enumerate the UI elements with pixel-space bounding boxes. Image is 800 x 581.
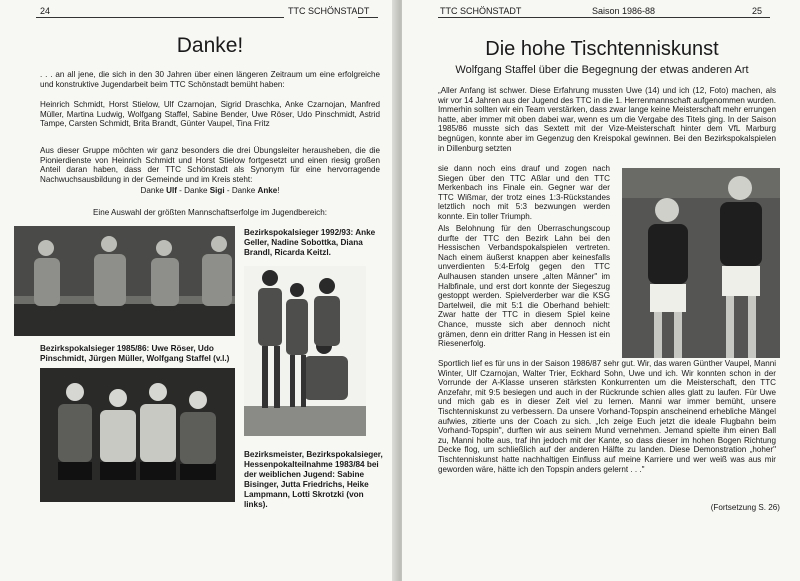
right-page-number: 25 <box>752 6 763 16</box>
caption-1983: Bezirksmeister, Bezirkspokalsieger, Hessenpokalteilnahme 1983/84 bei der weiblichen Jugend: Sabine Bisinger, Jutta Friedrichs, Heike Lampmann, Lotti Skrotzki (von links). <box>244 450 383 509</box>
paragraph-1-continued: sie dann noch eins drauf und zogen nach Siegen über den TTC Aßlar und den TTC Merkenbach ins Finale ein. Gegner war der TTC Wißmar, der trotz eines 1:3-Rückstandes letztlich noch mit 5:3 bezwungen werden konnte. Ein toller Triumph. <box>438 164 610 221</box>
caption-1992: Bezirkspokalsieger 1992/93: Anke Geller, Nadine Sobottka, Diana Brandl, Ricarda Keitzl. <box>244 228 376 257</box>
left-page-number: 24 <box>40 6 51 16</box>
names-list: Heinrich Schmidt, Horst Stielow, Ulf Czarnojan, Sigrid Draschka, Anke Czarnojan, Manfred Müller, Martina Ludwig, Wolfgang Staffel, Sabine Bender, Uwe Röser, Udo Pinschmidt, Astrid Tampe, Carsten Schmidt, Brita Brandt, Günter Vaupel, Tina Fritz <box>40 100 380 129</box>
left-header-club: TTC SCHÖNSTADT <box>288 6 370 16</box>
photo-team-1992 <box>14 226 235 336</box>
intro-text: . . . an all jene, die sich in den 30 Jahren über einen längeren Zeitraum um eine erfolgreiche und konstruktive Jugendarbeit beim TTC Schönstadt bemüht haben: <box>40 70 380 89</box>
thanks-line <box>40 186 380 196</box>
left-title: Danke! <box>176 34 244 57</box>
left-page <box>0 0 398 581</box>
paragraph-2: Als Belohnung für den Überraschungscoup durfte der TTC den Bezirk Lahn bei den Hessischen Verbandspokalspielen vertreten. Nach einem äußerst knappen aber keinesfalls unverdienten 5:4-Erfolg gegen den TTC Aulhausen standen unsere „alten Männer" im Halbfinale, und erst dort konnte der Siegeszug gestoppt werden. Spielverderber war die KSG Dartelweil, die mit 5:1 die Oberhand behielt: Zwar hatte der TTC in diesem Spiel keine Chance, musste sich aber dennoch nicht grämen, denn ein dritter Rang in Hessen ist ein Riesenerfolg. <box>438 224 610 349</box>
photo-team-1983 <box>244 266 366 436</box>
paragraph-3: Sportlich lief es für uns in der Saison 1986/87 sehr gut. Wir, das waren Günther Vaupel, Manni Winter, Ulf Czarnojan, Walter Trier, Eckhard Sohn, Uwe und ich. Wir konnten schon in der Vorrunde der A-Klasse unseren stärksten Konkurrenten um die Meisterschaft, den TTC Anzefahr, mit 9:5 besiegen und auch in der Rückrunde schien alles glatt zu laufen. Für Uwe und mich gab es in dieser Zeit viel zu lernen. Manni war immer bemüht, unsere Tischtenniskunst zu verbessern. Da unsere Vorhand-Topspin anscheinend erhebliche Mängel aufwies, zitierte uns der Coach zu sich. „Ich zeige Euch jetzt die ideale Flugbahn beim Vorhand-Topspin", durften wir aus seinem Mund vernehmen. Jemand spielte ihm einen Ball zu, Manni holte aus, traf ihn jedoch mit der Kante, so dass dieser im hohen Bogen Richtung Decke flog, um schließlich auf der anderen Hälfte zu landen. Diese Demonstration „hoher" Tischtenniskunst hatte nachhaltigen Einfluss auf meine Karriere und wer weiß was aus mir geworden wäre, hätte ich den Topspin anders gelernt . . ." <box>438 359 776 474</box>
header-rule <box>438 17 770 18</box>
photo-team-1985 <box>40 368 235 502</box>
thanks-mid: - Danke <box>176 186 210 195</box>
thanks-prefix: Danke <box>140 186 167 195</box>
group-text: Aus dieser Gruppe möchten wir ganz besonders die drei Übungsleiter herausheben, die die Pionierdienste von Heinrich Schmidt und Horst Stielow fortgesetzt und einen riesig großen Anteil daran haben, dass der TTC Schönstadt als Synonym für eine hervorragende Nachwuchsausbildung in der Gemeinde und im Kreis steht: <box>40 146 380 184</box>
header-rule <box>36 17 284 18</box>
right-page <box>402 0 800 581</box>
paragraph-1: „Aller Anfang ist schwer. Diese Erfahrung mussten Uwe (14) und ich (12, Foto) machen, als wir vor 14 Jahren aus der Jugend des TTC in die 1. Herrenmannschaft aufgenommen wurden. Immerhin sollten wir ein Team verstärken, dass zwar lange keine Meisterschaft mehr errungen hatte, aber immer mit oben dabei war, wenn es um die Vergabe des Titels ging. In der Saison 1985/86 musste sich das Sextett mit der Vize-Meisterschaft hinter dem VfL Marburg begnügen, konnte aber im Gegenzug den Kreispokal gewinnen. Bei den Bezirkspokalspielen in Dillenburg setzten <box>438 86 776 153</box>
continuation-note: (Fortsetzung S. 26) <box>710 503 780 512</box>
right-header-club: TTC SCHÖNSTADT <box>440 6 522 16</box>
thanks-mid: - Danke <box>224 186 258 195</box>
thanks-sigi: Sigi <box>209 186 225 195</box>
article-title: Die hohe Tischtenniskunst <box>485 38 719 60</box>
season-label: Saison 1986-88 <box>592 6 656 16</box>
thanks-anke: Anke <box>257 186 278 195</box>
selection-text: Eine Auswahl der größten Mannschaftserfolge im Jugendbereich: <box>93 208 327 217</box>
thanks-end: ! <box>277 186 280 195</box>
photo-uwe-wolfgang <box>622 168 780 358</box>
caption-1985: Bezirkspokalsieger 1985/86: Uwe Röser, Udo Pinschmidt, Jürgen Müller, Wolfgang Staffel (v.l.) <box>40 344 230 363</box>
thanks-ulf: Ulf <box>166 186 177 195</box>
header-rule <box>358 17 378 18</box>
article-subtitle: Wolfgang Staffel über die Begegnung der etwas anderen Art <box>455 64 749 76</box>
